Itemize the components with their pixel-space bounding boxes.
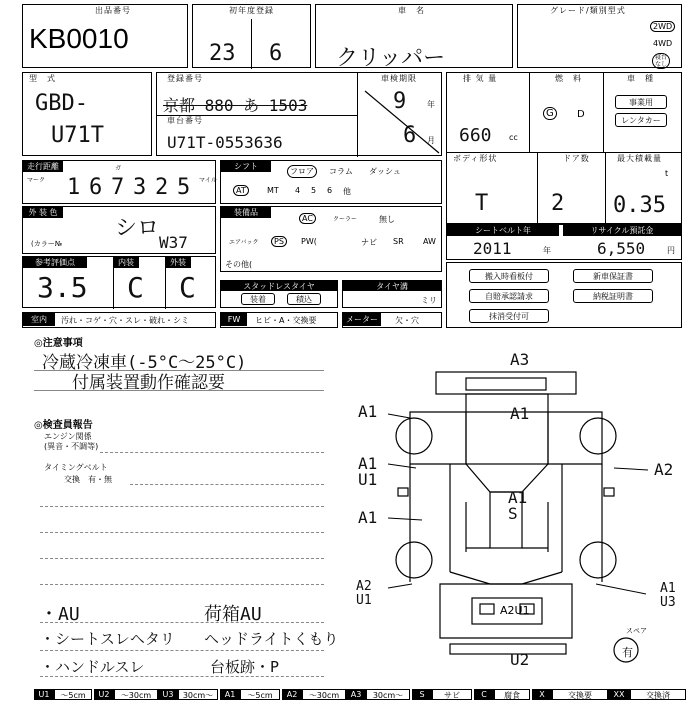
diag-a1-left2: A1 U1: [358, 454, 378, 489]
model-name: クリッパー: [336, 46, 446, 71]
odo-label: メーター: [343, 313, 381, 326]
lot-box: [22, 4, 188, 68]
legend-code-c: C: [474, 689, 494, 700]
mileage-digit-5: 5: [177, 175, 191, 200]
legend-desc-u3: 30cm〜: [178, 689, 218, 700]
inspection-month-unit: 月: [427, 136, 435, 145]
spec-box: [446, 72, 682, 156]
first-reg-year: 23: [209, 41, 236, 66]
docs-box: [446, 262, 682, 328]
equip-aw: AW: [423, 237, 436, 246]
diag-a1-left3: A1: [358, 508, 378, 527]
interior-row-items: 汚れ・コゲ・穴・スレ・破れ・シミ: [61, 316, 189, 325]
color-box: [22, 206, 216, 254]
capacity-label: 最大積載量: [617, 154, 662, 163]
inspection-year-unit: 年: [427, 100, 435, 109]
drive-2wd: 2WD: [650, 21, 675, 32]
mileage-digit-3: 3: [133, 175, 147, 200]
legend-desc-c: 腐食: [494, 689, 530, 700]
doc-warranty: 新車保証書: [573, 269, 653, 283]
usage-business: 事業用: [615, 95, 667, 109]
legend-code-xx: XX: [608, 689, 630, 700]
report-hw5: ・ハンドルスレ: [40, 658, 145, 676]
studless-box: [220, 280, 338, 308]
shift-box: [220, 160, 442, 204]
report-hw2: 荷箱AU: [204, 604, 262, 625]
legend-code-a3: A3: [346, 689, 366, 700]
shift-mt: MT: [267, 186, 279, 195]
first-reg-box: [192, 4, 311, 68]
doors-value: 2: [551, 191, 565, 216]
report-label: ◎検査員報告: [34, 420, 93, 431]
equip-navi: ナビ: [361, 238, 377, 247]
diag-a1-top: A1: [510, 404, 530, 423]
type-line1: GBD-: [35, 91, 88, 116]
report-hw1: ・AU: [40, 604, 80, 625]
report-engine: エンジン関係 (異音・不調等): [44, 432, 99, 451]
grade-box: [517, 4, 682, 68]
odo-items: 欠・穴: [395, 316, 419, 325]
displacement-unit: cc: [509, 133, 518, 142]
usage-rental: レンタカー: [615, 113, 667, 127]
doors-label: ドア数: [563, 154, 590, 163]
inspection-value-a: 9: [393, 89, 407, 114]
diag-spare-label: スペア: [626, 627, 647, 635]
mileage-digit-0: 1: [67, 175, 81, 200]
shift-label: シフト: [221, 161, 271, 172]
color-label: 外 装 色: [23, 207, 63, 218]
grade-label: グレード/類別型式: [550, 6, 626, 15]
legend-desc-u2: 〜30cm: [114, 689, 158, 700]
inspection-value-b: 6: [403, 123, 417, 148]
tire-box: [342, 280, 442, 308]
studless-loaded: 積込: [287, 293, 321, 305]
model-box: [315, 4, 513, 71]
equipment-label: 装備品: [221, 207, 271, 218]
exterior-score-label: 外装: [165, 257, 191, 268]
body-value: T: [475, 191, 489, 216]
equip-ac: AC: [299, 213, 316, 224]
equip-none: 無し: [379, 215, 395, 224]
diag-u2: U2: [510, 650, 530, 669]
interior-row: [22, 312, 216, 328]
grade-rear: 寝台 なし: [652, 53, 670, 69]
body-label: ボディ形状: [453, 154, 498, 163]
mileage-digit-1: 6: [89, 175, 103, 200]
legend-desc-a1: 〜5cm: [240, 689, 280, 700]
report-hw4: ヘッドライトくもり: [204, 630, 339, 648]
mileage-digit-2: 7: [111, 175, 125, 200]
seatbelt-value: 2011: [473, 239, 512, 258]
report-timing: タイミングベルト: [44, 463, 108, 472]
equip-sr: SR: [393, 237, 404, 246]
capacity-value: 0.35: [613, 193, 666, 218]
shift-column: コラム: [329, 167, 353, 176]
shift-6: 6: [327, 186, 333, 195]
diag-a1-u3: A1 U3: [660, 581, 676, 610]
recycle-label: リサイクル預託金: [563, 225, 681, 236]
scores-box: [22, 256, 216, 308]
model-label: 車 名: [398, 6, 425, 15]
type-label: 型 式: [29, 74, 56, 83]
displacement-label: 排 気 量: [463, 74, 498, 83]
mileage-label: 走行距離: [23, 161, 63, 172]
shift-at: AT: [233, 185, 249, 196]
studless-mounted: 装着: [241, 293, 275, 305]
shift-other: 他: [343, 187, 351, 196]
total-score: 3.5: [37, 271, 88, 304]
mileage-marker: マーク: [27, 177, 46, 184]
studless-label: スタッドレスタイヤ: [221, 281, 337, 291]
color-code: W37: [159, 233, 188, 252]
legend-code-u3: U3: [158, 689, 178, 700]
color-code-label: (カラー№: [31, 240, 63, 248]
shift-4: 4: [295, 186, 301, 195]
shift-floor: フロア: [287, 165, 317, 178]
legend-desc-s: サビ: [432, 689, 472, 700]
fw-items: ヒビ・A・交換要: [255, 316, 317, 325]
total-score-label: 参考評価点: [23, 257, 87, 268]
mileage-box: [22, 160, 216, 204]
shift-dash: ダッシュ: [369, 167, 401, 176]
lot-label: 出品番号: [95, 6, 131, 15]
legend-desc-x: 交換要: [552, 689, 608, 700]
legend-code-u2: U2: [94, 689, 114, 700]
legend-code-u1: U1: [34, 689, 54, 700]
equip-airbag: エアバック: [229, 239, 259, 246]
legend-bar: [0, 689, 700, 700]
equip-other: その他(: [225, 260, 253, 269]
diag-a1-center: A1 S: [508, 488, 528, 523]
seatbelt-unit: 年: [543, 246, 551, 255]
odo-row: [342, 312, 442, 328]
mileage-unit: マイル: [199, 177, 217, 184]
interior-row-label: 室内: [23, 313, 55, 326]
exterior-score: C: [179, 271, 196, 304]
doc-signboard: 搬入時看板付: [469, 269, 549, 283]
chassis-value: U71T-0553636: [167, 133, 283, 152]
displacement-value: 660: [459, 125, 492, 146]
shift-5: 5: [311, 186, 317, 195]
capacity-unit: t: [665, 169, 669, 178]
doc-insurance: 自賠承認請求: [469, 289, 549, 303]
report-hw6: 台板跡・P: [210, 658, 280, 676]
equip-cooler: クーラー: [333, 216, 358, 223]
legend-code-a1: A1: [220, 689, 240, 700]
seatbelt-label: シートベルト年: [447, 225, 559, 236]
mileage-sub: ガ: [115, 165, 122, 172]
diag-a3: A3: [510, 350, 530, 369]
inspection-label: 車検期限: [381, 74, 417, 83]
reg-no-value: 京都 880 あ 1503: [163, 96, 308, 115]
doc-tax: 納税証明書: [573, 289, 653, 303]
legend-code-a2: A2: [282, 689, 302, 700]
report-timing-opts: 交換 有・無: [64, 475, 112, 484]
interior-score: C: [127, 271, 144, 304]
recycle-value: 6,550: [597, 239, 646, 258]
chassis-label: 車台番号: [167, 116, 203, 125]
reg-no-label: 登録番号: [167, 74, 203, 83]
notes-line1: 冷蔵冷凍車(-5°C〜25°C): [42, 353, 247, 373]
legend-desc-xx: 交換済: [630, 689, 686, 700]
doc-cancel: 抹消受付可: [469, 309, 549, 323]
fw-label: FW: [221, 313, 247, 326]
color-value: シロ: [115, 216, 160, 241]
first-reg-label: 初年度登録: [229, 6, 274, 15]
seatbelt-box: [446, 224, 682, 260]
tire-label: タイヤ溝: [343, 281, 441, 291]
body-box: [446, 152, 682, 224]
equip-pw: PW(: [301, 237, 317, 246]
fuel-g: G: [543, 107, 557, 120]
legend-desc-u1: 〜5cm: [54, 689, 92, 700]
fuel-d: D: [577, 109, 585, 120]
notes-line2: 付属装置動作確認要: [72, 373, 225, 393]
first-reg-month: 6: [269, 41, 283, 66]
fw-row: [220, 312, 338, 328]
equipment-box: [220, 206, 442, 272]
legend-code-x: X: [532, 689, 552, 700]
diag-a2u1: A2U1: [500, 604, 530, 617]
report-hw3: ・シートスレヘタリ: [40, 630, 175, 648]
interior-score-label: 内装: [113, 257, 139, 268]
lot-number: KB0010: [29, 23, 129, 54]
diag-a2-right: A2: [654, 460, 674, 479]
mileage-digit-4: 2: [155, 175, 169, 200]
type-box: [22, 72, 152, 156]
legend-desc-a2: 〜30cm: [302, 689, 346, 700]
diag-a1-left1: A1: [358, 402, 378, 421]
registration-box: [156, 72, 442, 156]
type-line2: U71T: [51, 123, 104, 148]
recycle-unit: 円: [667, 246, 675, 255]
equip-ps: PS: [271, 236, 287, 247]
fuel-label: 燃 料: [555, 74, 582, 83]
diag-spare: 有: [622, 646, 633, 659]
diag-a2-left: A2 U1: [356, 579, 372, 608]
inspection-strike: [361, 87, 441, 155]
drive-4wd: 4WD: [653, 39, 673, 48]
legend-desc-a3: 30cm〜: [366, 689, 410, 700]
notes-label: ◎注意事項: [34, 338, 83, 349]
legend-code-s: S: [412, 689, 432, 700]
usage-label: 車 種: [627, 74, 654, 83]
tire-unit: ミリ: [421, 296, 437, 305]
